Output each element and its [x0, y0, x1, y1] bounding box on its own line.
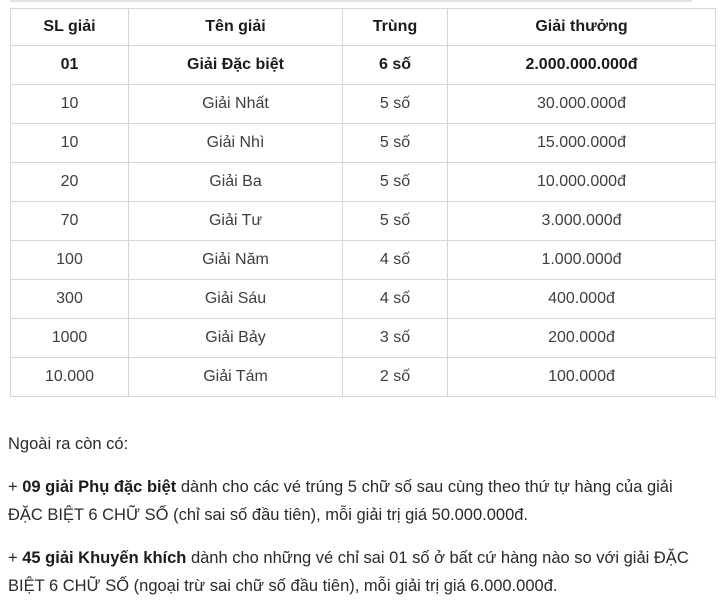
cell-sl: 01 — [11, 46, 129, 85]
cell-sl: 1000 — [11, 319, 129, 358]
column-header-sl-giai: SL giải — [11, 9, 129, 46]
cell-trung: 3 số — [343, 319, 448, 358]
cell-ten: Giải Tám — [129, 358, 343, 397]
table-row-dac-biet — [11, 46, 716, 85]
table-header-row — [11, 9, 716, 46]
cell-ten: Giải Nhất — [129, 85, 343, 124]
column-header-giai-thuong: Giải thưởng — [448, 9, 716, 46]
prize-table — [10, 8, 716, 397]
cell-thuong: 100.000đ — [448, 358, 716, 397]
cell-sl: 10 — [11, 124, 129, 163]
notes-intro: Ngoài ra còn có: — [8, 435, 129, 453]
cell-trung: 5 số — [343, 85, 448, 124]
note-prefix: + — [8, 549, 23, 567]
cell-trung: 5 số — [343, 124, 448, 163]
table-row-tam — [11, 358, 716, 397]
cell-thuong: 15.000.000đ — [448, 124, 716, 163]
cell-thuong: 1.000.000đ — [448, 241, 716, 280]
note-body-text: dành cho những vé chỉ sai 01 số ở bất cứ hàng nào so với giải ĐẶC BIỆT 6 CHỮ SỐ (ngoại trừ sai chữ số đầu tiên), mỗi giải trị giá 6.000.000đ. — [8, 549, 689, 595]
cell-ten: Giải Nhì — [129, 124, 343, 163]
cell-trung: 5 số — [343, 163, 448, 202]
note-khuyen-khich — [8, 544, 710, 600]
cell-sl: 20 — [11, 163, 129, 202]
notes-section — [8, 430, 710, 604]
cell-ten: Giải Ba — [129, 163, 343, 202]
cell-trung: 2 số — [343, 358, 448, 397]
cell-thuong: 10.000.000đ — [448, 163, 716, 202]
cell-ten: Giải Sáu — [129, 280, 343, 319]
table-row-ba — [11, 163, 716, 202]
table-row-nhi — [11, 124, 716, 163]
table-row-nam — [11, 241, 716, 280]
cell-thuong: 2.000.000.000đ — [448, 46, 716, 85]
cell-trung: 4 số — [343, 241, 448, 280]
cell-ten: Giải Bảy — [129, 319, 343, 358]
cell-ten: Giải Tư — [129, 202, 343, 241]
column-header-ten-giai: Tên giải — [129, 9, 343, 46]
note-prefix: + — [8, 478, 23, 496]
cell-trung: 6 số — [343, 46, 448, 85]
cell-thuong: 3.000.000đ — [448, 202, 716, 241]
cell-ten: Giải Đặc biệt — [129, 46, 343, 85]
cell-trung: 4 số — [343, 280, 448, 319]
cell-ten: Giải Năm — [129, 241, 343, 280]
table-row-nhat — [11, 85, 716, 124]
table-row-tu — [11, 202, 716, 241]
top-divider — [10, 0, 692, 2]
note-bold-lead: 09 giải Phụ đặc biệt — [22, 478, 177, 496]
cell-sl: 10 — [11, 85, 129, 124]
cell-trung: 5 số — [343, 202, 448, 241]
table-row-sau — [11, 280, 716, 319]
cell-sl: 70 — [11, 202, 129, 241]
note-body-text: dành cho các vé trúng 5 chữ số sau cùng theo thứ tự hàng của giải ĐẶC BIỆT 6 CHỮ SỐ (chỉ sai số đầu tiên), mỗi giải trị giá 50.000.000đ. — [8, 478, 673, 524]
cell-thuong: 30.000.000đ — [448, 85, 716, 124]
column-header-trung: Trùng — [343, 9, 448, 46]
cell-sl: 10.000 — [11, 358, 129, 397]
table-row-bay — [11, 319, 716, 358]
cell-thuong: 400.000đ — [448, 280, 716, 319]
cell-sl: 300 — [11, 280, 129, 319]
note-bold-lead: 45 giải Khuyến khích — [22, 549, 187, 567]
cell-sl: 100 — [11, 241, 129, 280]
note-phu-dac-biet — [8, 473, 710, 529]
cell-thuong: 200.000đ — [448, 319, 716, 358]
